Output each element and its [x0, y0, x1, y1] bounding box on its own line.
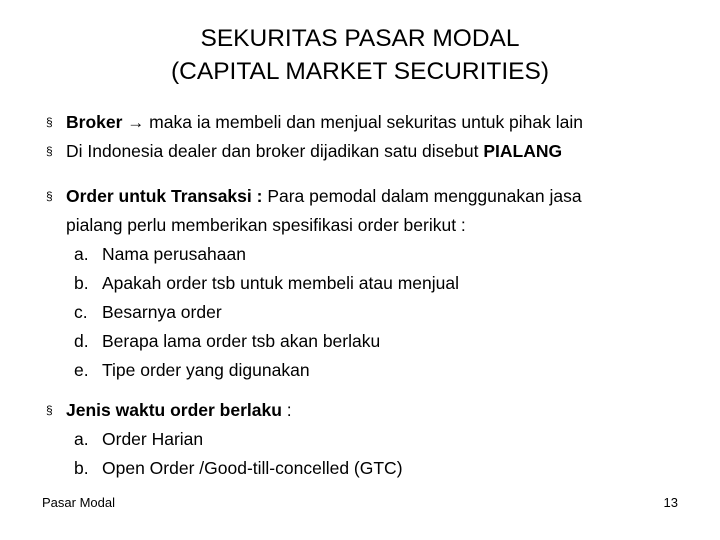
- order-item-e: [46, 356, 686, 385]
- jenis-item-b: [46, 454, 686, 483]
- title-line-1: SEKURITAS PASAR MODAL: [200, 25, 520, 52]
- order-item-a: [46, 240, 686, 269]
- bullet-icon: §: [46, 144, 53, 158]
- bullet-broker: [46, 108, 686, 137]
- bullet-icon: §: [46, 115, 53, 129]
- broker-term: Broker: [66, 112, 123, 132]
- broker-text: maka ia membeli dan menjual sekuritas untuk pihak lain: [144, 112, 583, 132]
- item-letter: d.: [74, 331, 89, 351]
- bullet-jenis: [46, 396, 686, 425]
- footer-label: Pasar Modal: [42, 495, 115, 510]
- jenis-text: :: [281, 400, 292, 420]
- item-text: Besarnya order: [102, 302, 222, 322]
- jenis-item-a: [46, 425, 686, 454]
- bullet-indonesia: [46, 137, 686, 166]
- item-letter: a.: [74, 244, 89, 264]
- item-text: Berapa lama order tsb akan berlaku: [102, 331, 381, 351]
- item-letter: c.: [74, 302, 88, 322]
- item-letter: a.: [74, 429, 89, 449]
- order-term: Order untuk Transaksi :: [66, 186, 263, 206]
- pialang-term: PIALANG: [483, 141, 563, 161]
- order-section: [46, 182, 686, 385]
- item-text: Apakah order tsb untuk membeli atau menjual: [102, 273, 460, 293]
- bullet-order: [46, 182, 686, 211]
- jenis-term: Jenis waktu order berlaku: [66, 400, 282, 420]
- item-text: Open Order /Good-till-concelled (GTC): [102, 458, 403, 478]
- item-text: Nama perusahaan: [102, 244, 246, 264]
- item-text: Tipe order yang digunakan: [102, 360, 310, 380]
- jenis-section: [46, 396, 686, 483]
- item-letter: e.: [74, 360, 89, 380]
- slide-title: [0, 22, 720, 88]
- arrow-icon: →: [127, 113, 145, 132]
- order-item-b: [46, 269, 686, 298]
- bullet-icon: §: [46, 189, 53, 203]
- item-letter: b.: [74, 458, 89, 478]
- item-text: Order Harian: [102, 429, 204, 449]
- bullet-icon: §: [46, 403, 53, 417]
- page-number: 13: [663, 495, 678, 510]
- broker-section: [46, 108, 686, 166]
- order-item-c: [46, 298, 686, 327]
- indonesia-text: Di Indonesia dealer dan broker dijadikan satu disebut: [66, 141, 484, 161]
- item-letter: b.: [74, 273, 89, 293]
- order-continuation: pialang perlu memberikan spesifikasi order berikut :: [66, 215, 466, 235]
- order-text: Para pemodal dalam menggunakan jasa: [262, 186, 582, 206]
- title-line-2: (CAPITAL MARKET SECURITIES): [171, 58, 549, 85]
- order-item-d: [46, 327, 686, 356]
